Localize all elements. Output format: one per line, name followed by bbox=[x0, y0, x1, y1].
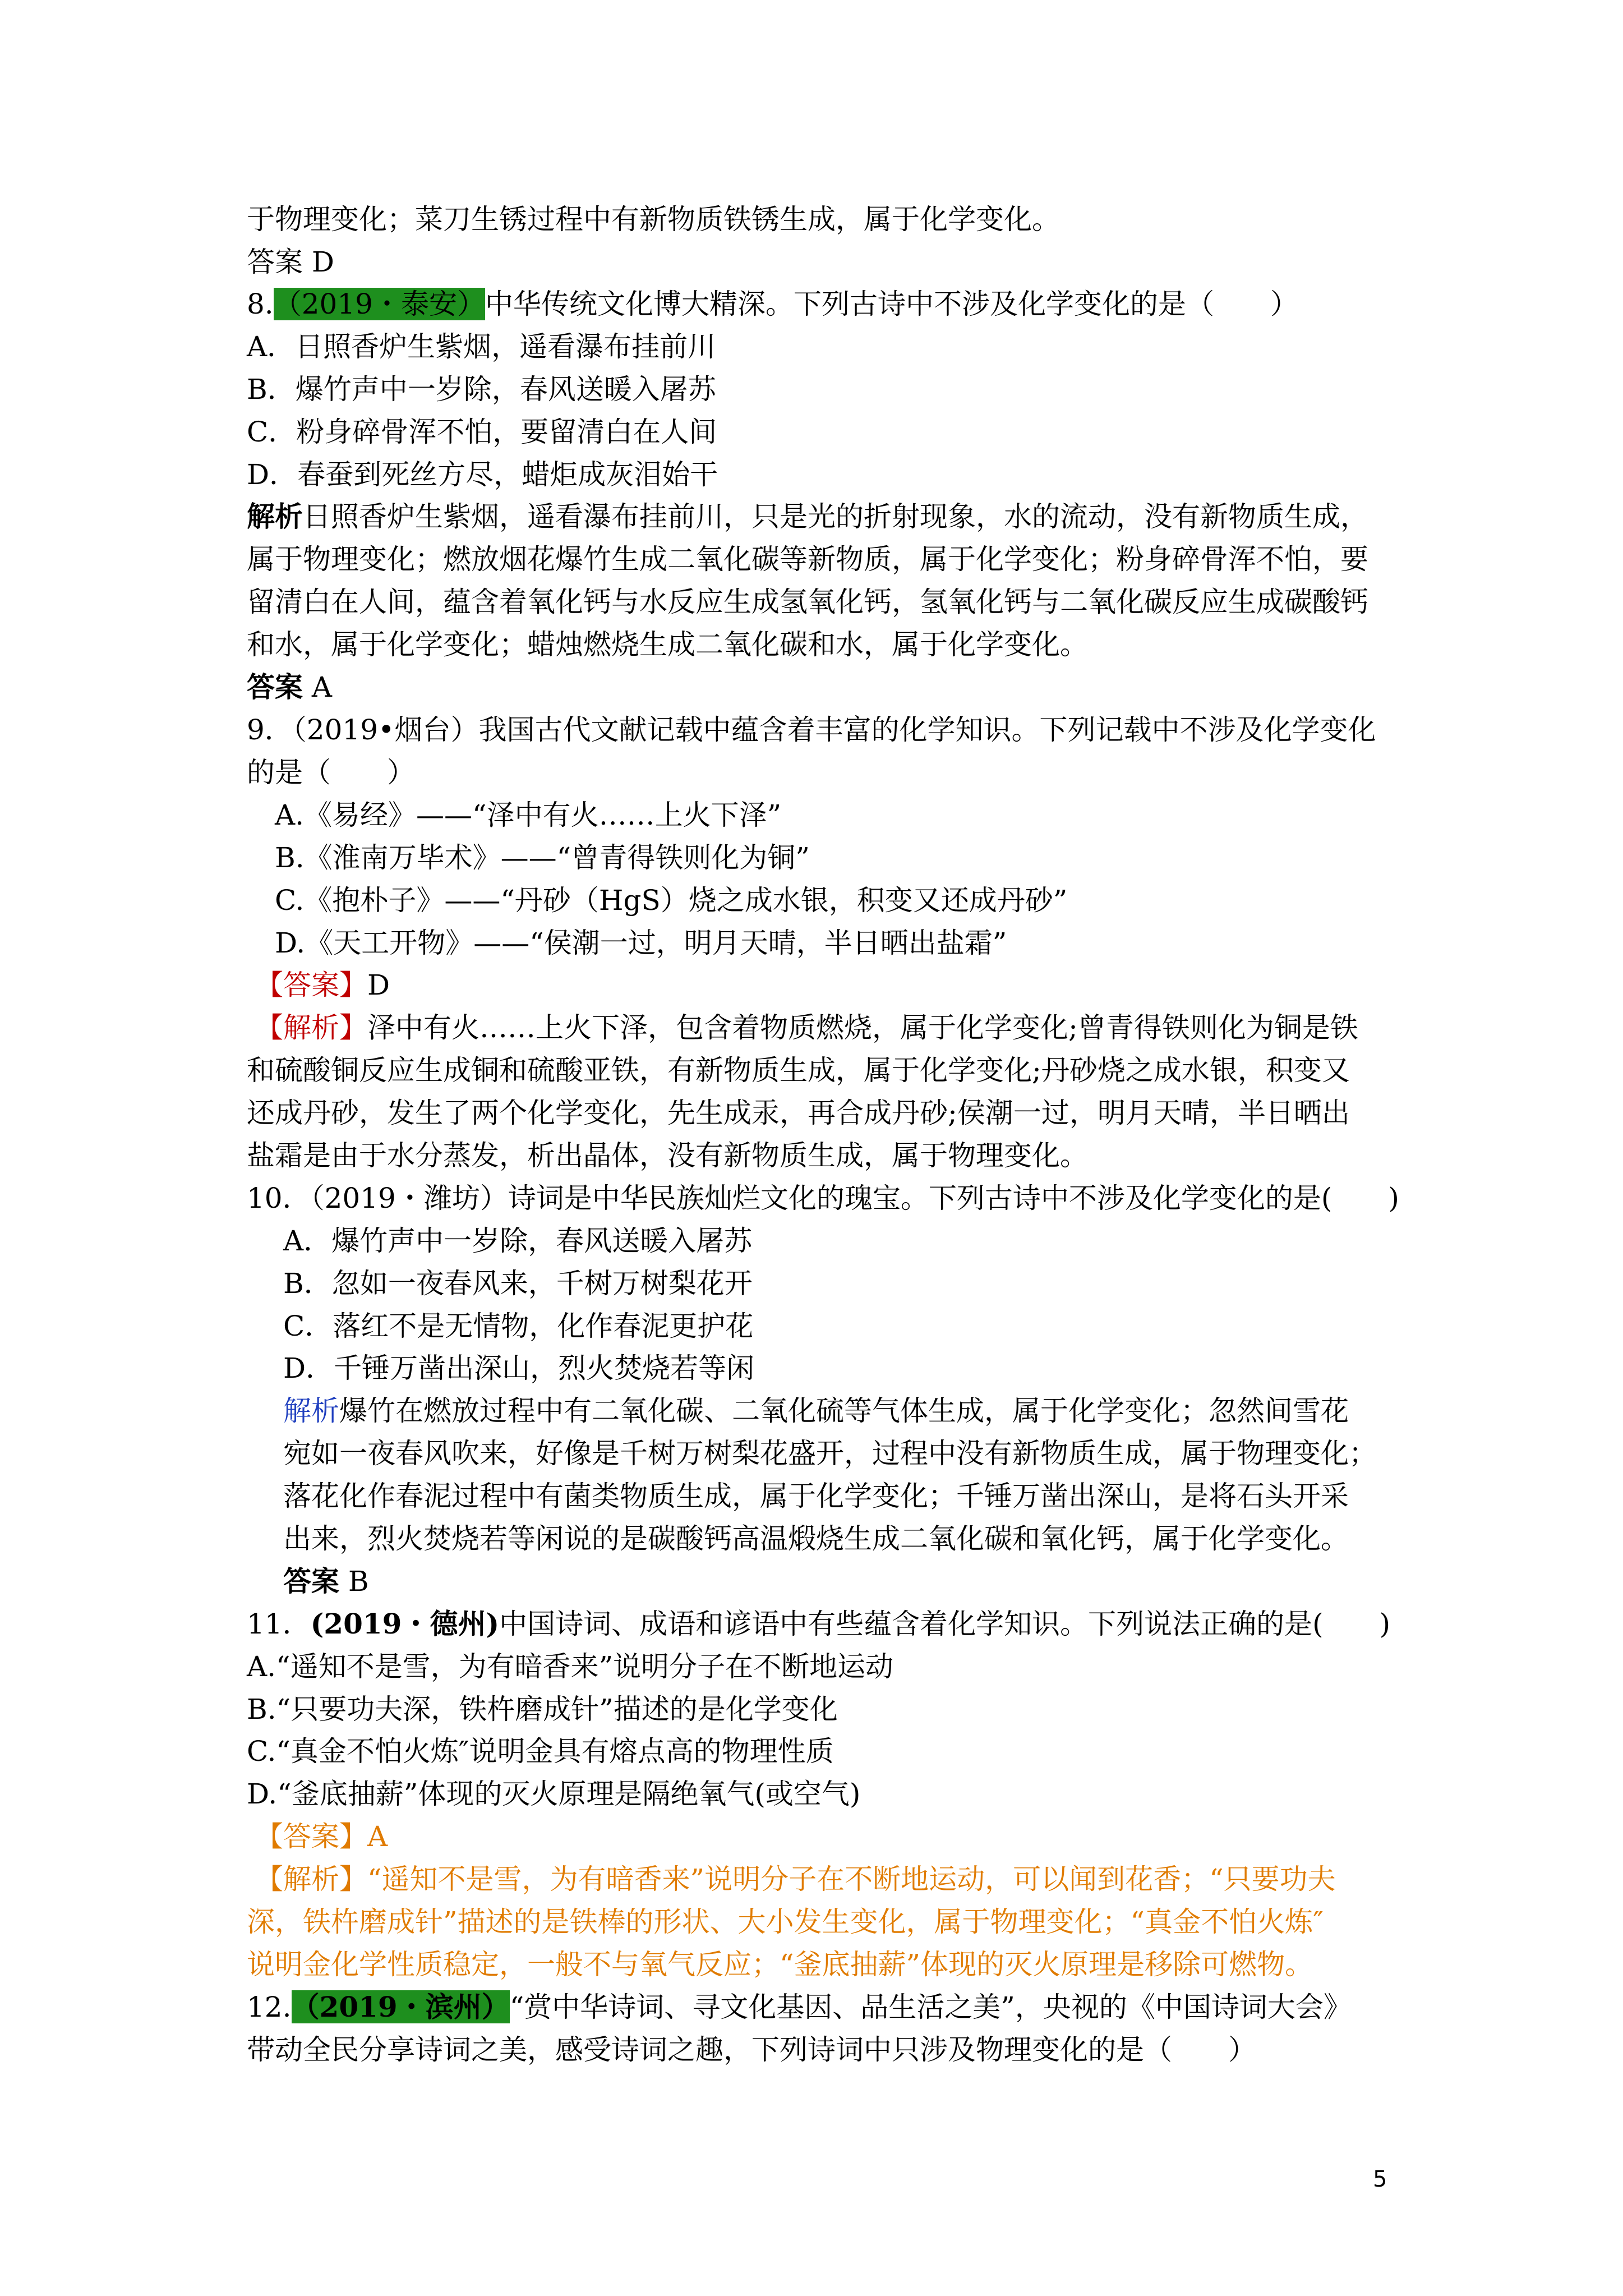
question-12-stem: 12.（2019・滨州）“赏中华诗词、寻文化基因、品生活之美”，央视的《中国诗词大会》 bbox=[247, 1990, 1352, 2023]
option-a: A．爆竹声中一岁除，春风送暖入屠苏 bbox=[283, 1225, 753, 1257]
analysis-line: 出来，烈火焚烧若等闲说的是碳酸钙高温煅烧生成二氧化碳和氧化钙，属于化学变化。 bbox=[283, 1522, 1349, 1555]
option-d: D．春蚕到死丝方尽，蜡炬成灰泪始干 bbox=[247, 458, 718, 491]
option-a: A.《易经》——“泽中有火……上火下泽” bbox=[275, 799, 782, 831]
source-highlight: （2019・泰安） bbox=[273, 288, 485, 320]
analysis-line: 深，铁杵磨成针”描述的是铁棒的形状、大小发生变化，属于物理变化；“真金不怕火炼″ bbox=[247, 1906, 1324, 1938]
analysis-line: 说明金化学性质稳定，一般不与氧气反应；“釜底抽薪”体现的灭火原理是移除可燃物。 bbox=[247, 1948, 1313, 1981]
analysis-line: 还成丹砂，发生了两个化学变化，先生成汞，再合成丹砂;侯潮一过，明月天晴，半日晒出 bbox=[247, 1097, 1350, 1129]
analysis-line: 盐霜是由于水分蒸发，析出晶体，没有新物质生成，属于物理变化。 bbox=[247, 1139, 1088, 1172]
analysis-line: 解析爆竹在燃放过程中有二氧化碳、二氧化硫等气体生成，属于化学变化；忽然间雪花 bbox=[283, 1395, 1349, 1427]
option-b: B.“只要功夫深，铁杵磨成针”描述的是化学变化 bbox=[247, 1693, 838, 1726]
option-c: C．落红不是无情物，化作春泥更护花 bbox=[283, 1310, 754, 1342]
analysis-line: 【解析】泽中有火……上火下泽，包含着物质燃烧，属于化学变化;曾青得铁则化为铜是铁 bbox=[255, 1011, 1358, 1044]
analysis-line: 解析日照香炉生紫烟，遥看瀑布挂前川，只是光的折射现象，水的流动，没有新物质生成， bbox=[247, 500, 1368, 533]
option-b: B．爆竹声中一岁除，春风送暖入屠苏 bbox=[247, 373, 716, 406]
option-d: D．千锤万凿出深山，烈火焚烧若等闲 bbox=[283, 1352, 755, 1384]
analysis-label: 解析 bbox=[247, 500, 303, 533]
option-d: D.“釜底抽薪”体现的灭火原理是隔绝氧气(或空气) bbox=[247, 1778, 861, 1810]
analysis-label: 解析 bbox=[283, 1395, 339, 1427]
question-11-stem: 11．(2019・德州)中国诗词、成语和谚语中有些蕴含着化学知识。下列说法正确的是( ) bbox=[247, 1607, 1391, 1640]
option-c: C.“真金不怕火炼″说明金具有熔点高的物理性质 bbox=[247, 1735, 834, 1768]
question-12-stem: 带动全民分享诗词之美，感受诗词之趣，下列诗词中只涉及物理变化的是（ ） bbox=[247, 2033, 1256, 2066]
text-line: 于物理变化；菜刀生锈过程中有新物质铁锈生成，属于化学变化。 bbox=[247, 203, 1060, 236]
question-10-stem: 10．（2019・潍坊）诗词是中华民族灿烂文化的瑰宝。下列古诗中不涉及化学变化的是( ) bbox=[247, 1182, 1399, 1214]
option-b: B．忽如一夜春风来，千树万树梨花开 bbox=[283, 1267, 753, 1300]
source-highlight: （2019・滨州） bbox=[291, 1990, 510, 2023]
answer-label: 答案 bbox=[283, 1565, 339, 1598]
option-b: B.《淮南万毕术》——“曾青得铁则化为铜” bbox=[275, 841, 810, 874]
option-a: A.“遥知不是雪，为有暗香来”说明分子在不断地运动 bbox=[247, 1650, 894, 1683]
option-c: C．粉身碎骨浑不怕，要留清白在人间 bbox=[247, 416, 717, 448]
answer-label: 【答案】 bbox=[255, 969, 367, 1001]
analysis-line: 属于物理变化；燃放烟花爆竹生成二氧化碳等新物质，属于化学变化；粉身碎骨浑不怕，要 bbox=[247, 543, 1368, 576]
answer-line: 【答案】D bbox=[255, 969, 390, 1001]
question-8-stem: 8.（2019・泰安）中华传统文化博大精深。下列古诗中不涉及化学变化的是（ ） bbox=[247, 288, 1298, 320]
option-d: D.《天工开物》——“侯潮一过，明月天晴，半日晒出盐霜” bbox=[275, 927, 1007, 959]
analysis-line: 【解析】“遥知不是雪，为有暗香来”说明分子在不断地运动，可以闻到花香；“只要功夫 bbox=[255, 1863, 1336, 1895]
source-label: (2019・德州) bbox=[310, 1607, 500, 1640]
analysis-line: 和硫酸铜反应生成铜和硫酸亚铁，有新物质生成，属于化学变化;丹砂烧之成水银，积变又 bbox=[247, 1054, 1350, 1087]
page-number: 5 bbox=[1373, 2166, 1387, 2192]
analysis-line: 和水，属于化学变化；蜡烛燃烧生成二氧化碳和水，属于化学变化。 bbox=[247, 628, 1088, 661]
option-c: C.《抱朴子》——“丹砂（HgS）烧之成水银，积变又还成丹砂” bbox=[275, 884, 1068, 917]
answer-line: 答案 D bbox=[247, 246, 334, 278]
answer-line: 答案 A bbox=[247, 670, 333, 703]
analysis-label: 【解析】 bbox=[255, 1011, 367, 1044]
question-9-stem: 的是（ ） bbox=[247, 756, 415, 789]
analysis-line: 留清白在人间，蕴含着氧化钙与水反应生成氢氧化钙，氢氧化钙与二氧化碳反应生成碳酸钙 bbox=[247, 586, 1368, 618]
option-a: A．日照香炉生紫烟，遥看瀑布挂前川 bbox=[247, 330, 716, 363]
analysis-line: 落花化作春泥过程中有菌类物质生成，属于化学变化；千锤万凿出深山，是将石头开采 bbox=[283, 1480, 1349, 1512]
answer-label: 答案 bbox=[247, 670, 303, 703]
answer-line: 答案 B bbox=[283, 1565, 369, 1598]
answer-line: 【答案】A bbox=[255, 1820, 388, 1853]
analysis-line: 宛如一夜春风吹来，好像是千树万树梨花盛开，过程中没有新物质生成，属于物理变化； bbox=[283, 1437, 1377, 1470]
question-9-stem: 9．（2019•烟台）我国古代文献记载中蕴含着丰富的化学知识。下列记载中不涉及化学变化 bbox=[247, 714, 1376, 746]
